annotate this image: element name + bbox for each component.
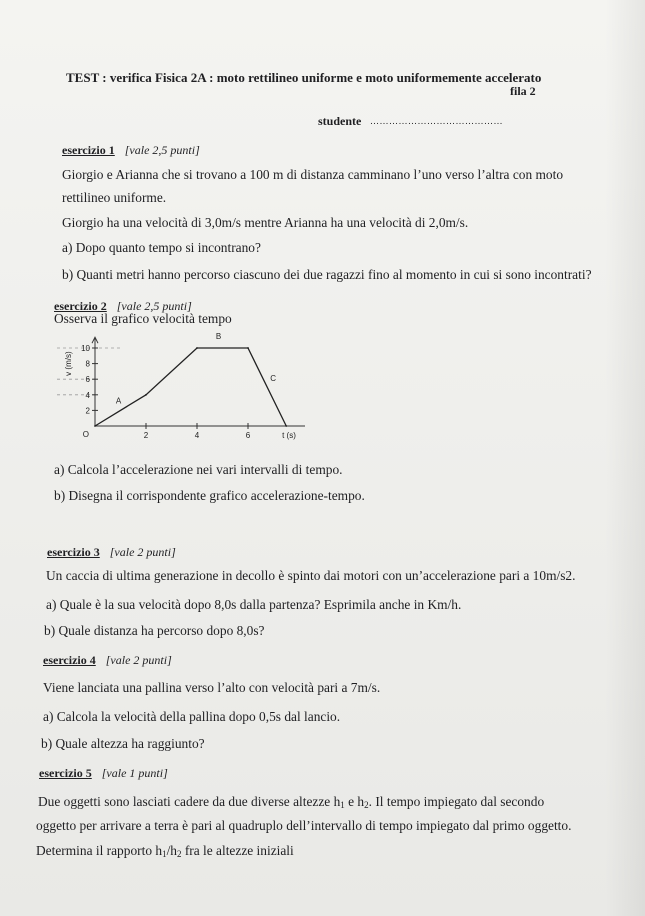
ex1-question-b: b) Quanti metri hanno percorso ciascuno dei due ragazzi fino al momento in cui si sono incontrati? [62, 267, 592, 282]
segment-label-c: C [270, 374, 277, 383]
h1-subscript: 1 [162, 849, 167, 859]
ex5-text-line3 [36, 843, 294, 859]
ex2-intro: Osserva il grafico velocità tempo [54, 311, 232, 326]
ex3-text: Un caccia di ultima generazione in decollo è spinto dai motori con un’accelerazione pari a 10m/s2. [46, 568, 576, 583]
segment-label-b: B [215, 332, 222, 341]
ex5-heading: esercizio 5 [39, 766, 92, 780]
ex1-text-line1: Giorgio e Arianna che si trovano a 100 m di distanza camminano l’uno verso l’altra con moto [62, 167, 564, 182]
origin-label: O [82, 430, 89, 439]
velocity-series-line [95, 348, 286, 426]
ex5-text-part: . Il tempo impiegato dal secondo [368, 794, 545, 809]
h1-subscript: 1 [340, 800, 345, 810]
ex1-heading: esercizio 1 [62, 143, 115, 157]
ex1-points: [vale 2,5 punti] [124, 143, 200, 157]
fila-label: fila 2 [510, 84, 536, 98]
h2-subscript: 2 [176, 849, 182, 859]
ex1-question-a: a) Dopo quanto tempo si incontrano? [62, 240, 261, 255]
ex4-question-b: b) Quale altezza ha raggiunto? [41, 736, 205, 751]
ex3-question-b: b) Quale distanza ha percorso dopo 8,0s? [44, 623, 265, 638]
ex4-header [43, 651, 172, 669]
test-title: TEST : verifica Fisica 2A : moto rettilineo uniforme e moto uniformemente accelerato [66, 70, 542, 85]
ex4-text: Viene lanciata una pallina verso l’alto con velocità pari a 7m/s. [43, 680, 381, 695]
data-point [196, 347, 198, 349]
ex3-heading: esercizio 3 [47, 545, 100, 559]
data-point [145, 394, 147, 396]
ex5-text-part: e h [344, 794, 365, 809]
ex5-text-line1 [38, 794, 544, 810]
data-point [285, 425, 287, 427]
ex2-question-a: a) Calcola l’accelerazione nei vari intervalli di tempo. [54, 462, 343, 477]
ex5-header [39, 764, 168, 782]
ex4-points: [vale 2 punti] [105, 653, 172, 667]
ex4-heading: esercizio 4 [43, 653, 96, 667]
y-tick-label: 4 [85, 390, 90, 400]
x-tick-label: 4 [194, 431, 200, 440]
ex3-points: [vale 2 punti] [109, 545, 176, 559]
x-axis-label: t (s) [282, 431, 296, 440]
ex1-header [62, 141, 200, 159]
y-tick-label: 10 [81, 344, 90, 353]
student-label: studente [318, 114, 362, 128]
data-point [247, 347, 249, 349]
y-tick-label: 6 [85, 375, 90, 385]
ex5-text-part: /h [166, 843, 177, 858]
ex1-text-line3: Giorgio ha una velocità di 3,0m/s mentre Arianna ha una velocità di 2,0m/s. [62, 215, 469, 230]
ex3-question-a: a) Quale è la sua velocità dopo 8,0s dalla partenza? Esprimila anche in Km/h. [46, 597, 462, 612]
ex5-points: [vale 1 punti] [101, 766, 168, 780]
y-tick-label: 8 [85, 359, 90, 369]
data-point [94, 425, 96, 427]
ex2-heading: esercizio 2 [54, 299, 107, 313]
ex2-question-b: b) Disegna il corrispondente grafico accelerazione-tempo. [54, 488, 365, 503]
ex5-text-line2: oggetto per arrivare a terra è pari al quadruplo dell’intervallo di tempo impiegato dal primo oggetto. [36, 818, 572, 833]
ex3-header [47, 543, 176, 561]
ex1-text-line2: rettilineo uniforme. [62, 190, 167, 205]
y-tick-label: 2 [85, 406, 90, 416]
ex5-text-part: fra le altezze iniziali [181, 843, 294, 858]
segment-label-a: A [115, 396, 122, 406]
x-tick-label: 6 [245, 431, 251, 440]
ex5-text-part: Due oggetti sono lasciati cadere da due diverse altezze h [38, 794, 341, 809]
ex2-points: [vale 2,5 punti] [116, 299, 192, 313]
page-shadow [605, 0, 645, 916]
velocity-time-chart [55, 328, 325, 452]
ex5-text-part: Determina il rapporto h [36, 843, 163, 858]
h2-subscript: 2 [364, 800, 369, 810]
student-name-line: …………………………………… [370, 116, 503, 126]
y-axis-label: v (m/s) [64, 351, 73, 376]
ex4-question-a: a) Calcola la velocità della pallina dopo 0,5s dal lancio. [43, 709, 341, 724]
x-tick-label: 2 [143, 431, 149, 440]
